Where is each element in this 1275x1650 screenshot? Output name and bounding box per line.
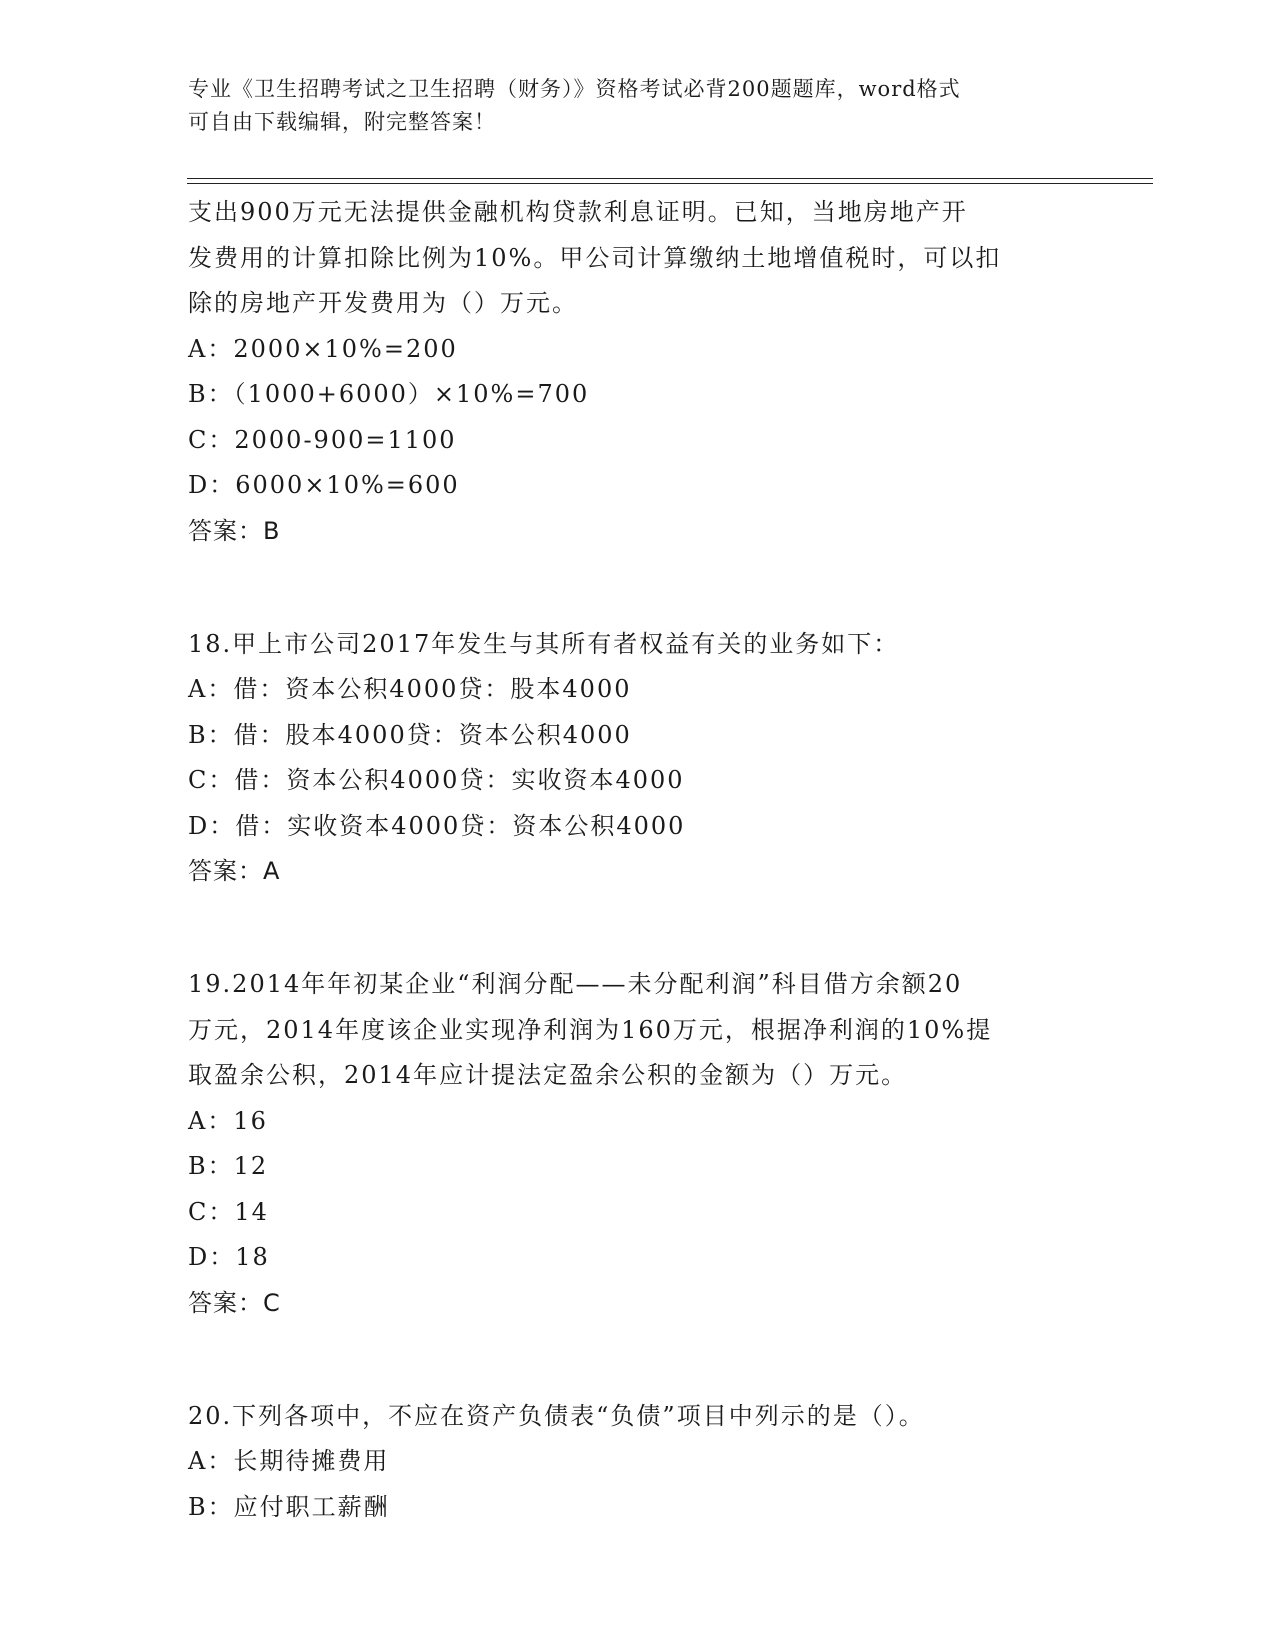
header-divider-top xyxy=(187,178,1153,179)
option-b: B：12 xyxy=(188,1152,269,1180)
option-b: B：借：股本4000贷：资本公积4000 xyxy=(188,720,632,749)
question-text-line: 取盈余公积，2014年应计提法定盈余公积的金额为（）万元。 xyxy=(188,1061,908,1089)
question-text-line: 支出900万元无法提供金融机构贷款利息证明。已知，当地房地产开 xyxy=(188,198,968,226)
option-a: A：长期待摊费用 xyxy=(188,1447,390,1475)
header-line-1: 专业《卫生招聘考试之卫生招聘（财务）》资格考试必背200题题库，word格式 xyxy=(188,77,961,101)
question-spacer xyxy=(188,554,1088,600)
option-a: A：借：资本公积4000贷：股本4000 xyxy=(188,675,632,703)
question-text-line: 除的房地产开发费用为（）万元。 xyxy=(188,289,578,317)
question-text-line: 19.2014年年初某企业“利润分配——未分配利润”科目借方余额20 xyxy=(188,970,963,998)
question-block-18 xyxy=(188,622,1088,895)
question-text-line: 20.下列各项中，不应在资产负债表“负债”项目中列示的是（）。 xyxy=(188,1401,925,1430)
question-text-line: 18.甲上市公司2017年发生与其所有者权益有关的业务如下： xyxy=(188,629,900,658)
option-c: C：2000-900=1100 xyxy=(188,425,457,454)
question-block-20 xyxy=(188,1394,1088,1531)
answer-line: 答案：A xyxy=(188,857,281,885)
header-line-2: 可自由下载编辑，附完整答案！ xyxy=(188,110,496,134)
option-b: B：（1000+6000）×10%=700 xyxy=(188,380,590,408)
option-d: D：借：实收资本4000贷：资本公积4000 xyxy=(188,811,686,840)
answer-line: 答案：B xyxy=(188,516,281,545)
option-c: C：14 xyxy=(188,1197,269,1226)
document-header xyxy=(188,73,1088,139)
question-block-19 xyxy=(188,962,1088,1326)
document-body xyxy=(188,190,1088,1530)
option-c: C：借：资本公积4000贷：实收资本4000 xyxy=(188,766,685,794)
header-divider-bottom xyxy=(187,183,1153,184)
option-d: D：18 xyxy=(188,1243,270,1271)
option-b: B：应付职工薪酬 xyxy=(188,1492,390,1521)
option-d: D：6000×10%=600 xyxy=(188,471,460,499)
question-text-line: 发费用的计算扣除比例为10%。甲公司计算缴纳土地增值税时，可以扣 xyxy=(188,243,1002,272)
answer-line: 答案：C xyxy=(188,1288,281,1317)
option-a: A：2000×10%=200 xyxy=(188,334,458,363)
option-a: A：16 xyxy=(188,1106,268,1135)
question-spacer xyxy=(188,895,1088,941)
question-spacer xyxy=(188,1326,1088,1372)
question-text-line: 万元，2014年度该企业实现净利润为160万元，根据净利润的10%提 xyxy=(188,1015,993,1044)
question-block-17 xyxy=(188,190,1088,554)
